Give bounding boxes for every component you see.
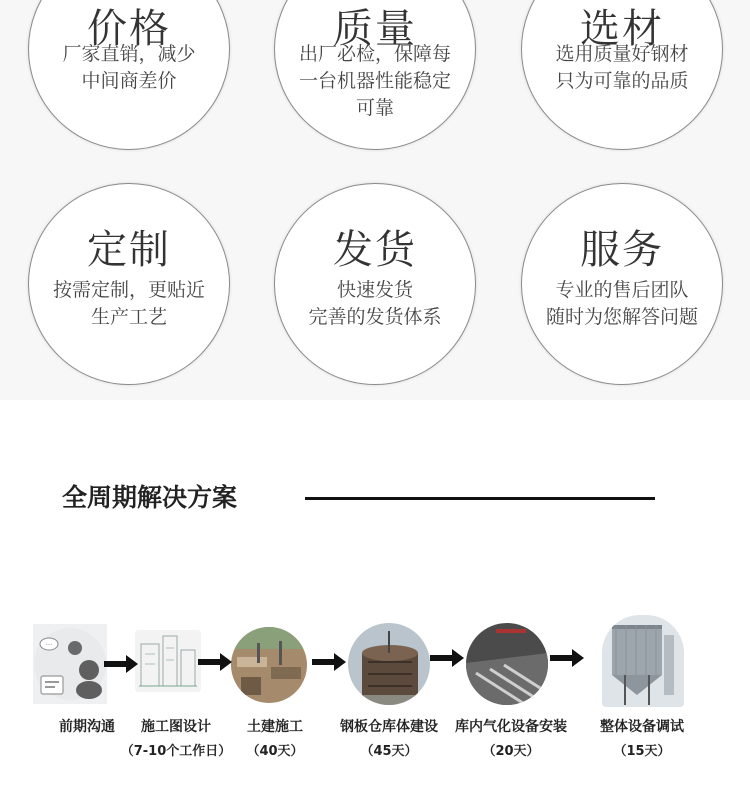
section-divider [305, 497, 655, 500]
feature-shipping [274, 183, 476, 385]
feature-desc-line: 按需定制，更贴近 [52, 279, 205, 301]
feature-desc-line: 可靠 [355, 97, 394, 119]
feature-desc-line: 厂家直销，减少 [62, 43, 196, 65]
arrow-right-icon [198, 652, 234, 672]
step-label: 钢板仓库体建设 [340, 719, 438, 735]
step-duration: （45天） [360, 744, 418, 759]
step-label: 整体设备调试 [600, 719, 684, 735]
steel-silo-construction-image [348, 623, 430, 705]
feature-desc-line: 一台机器性能稳定 [298, 70, 451, 92]
feature-title: 服务 [580, 227, 664, 273]
section-title: 全周期解决方案 [62, 483, 238, 512]
arrow-right-icon [104, 654, 140, 674]
feature-desc-line: 随时为您解答问题 [545, 306, 698, 328]
feature-title: 质量 [333, 6, 417, 52]
feature-desc-line: 只为可靠的品质 [555, 70, 689, 92]
arrow-right-icon [550, 648, 586, 668]
feature-title: 发货 [333, 227, 417, 273]
feature-desc-line: 快速发货 [336, 279, 413, 301]
design-drawing-image [135, 630, 201, 692]
feature-title: 定制 [87, 227, 171, 273]
feature-title: 选材 [580, 6, 664, 52]
gasification-equipment-image [466, 623, 548, 705]
feature-desc-line: 中间商差价 [81, 70, 177, 92]
step-label: 施工图设计 [141, 719, 211, 735]
consultation-icon [33, 624, 107, 704]
feature-desc-line: 选用质量好钢材 [555, 43, 689, 65]
silo-commissioning-image [602, 615, 684, 707]
svg-text:···: ··· [45, 641, 53, 649]
step-label: 土建施工 [247, 719, 303, 735]
step-duration: （7-10个工作日） [120, 744, 232, 759]
step-label: 库内气化设备安装 [455, 719, 567, 735]
arrow-right-icon [430, 648, 466, 668]
feature-title: 价格 [87, 6, 171, 52]
feature-desc-line: 生产工艺 [90, 306, 167, 328]
feature-custom [28, 183, 230, 385]
feature-desc-line: 完善的发货体系 [308, 306, 442, 328]
feature-service [521, 183, 723, 385]
feature-desc-line: 出厂必检，保障每 [298, 43, 451, 65]
step-label: 前期沟通 [59, 719, 115, 735]
feature-desc-line: 专业的售后团队 [555, 279, 689, 301]
step-duration: （20天） [482, 744, 540, 759]
step-duration: （15天） [613, 744, 671, 759]
civil-construction-image [231, 627, 307, 703]
step-duration: （40天） [246, 744, 304, 759]
arrow-right-icon [312, 652, 348, 672]
